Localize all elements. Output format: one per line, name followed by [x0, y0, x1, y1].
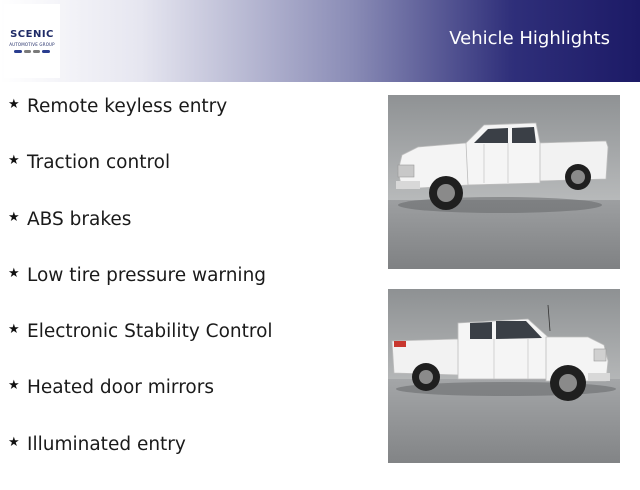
star-icon: ★: [8, 378, 20, 394]
feature-item: [8, 377, 378, 433]
vehicle-photo-driver-side[interactable]: [388, 95, 620, 269]
star-icon: ★: [8, 322, 20, 338]
page-title: Vehicle Highlights: [449, 28, 610, 49]
feature-label: ABS brakes: [27, 208, 132, 230]
logo-wordmark: SCENIC: [10, 28, 54, 40]
feature-label: Traction control: [27, 152, 171, 174]
brand-mark-icon: [14, 50, 22, 53]
feature-item: [8, 321, 378, 377]
star-icon: ★: [8, 97, 20, 112]
brand-mark-icon: [33, 50, 40, 53]
star-icon: ★: [8, 209, 20, 225]
feature-item: [8, 152, 378, 208]
feature-label: Illuminated entry: [27, 433, 186, 455]
star-icon: ★: [8, 153, 20, 169]
header-banner: [0, 0, 640, 82]
truck-image: [388, 95, 620, 269]
truck-image: [388, 289, 620, 463]
feature-label: Remote keyless entry: [27, 96, 228, 117]
star-icon: ★: [8, 434, 20, 450]
vehicle-photo-passenger-side[interactable]: [388, 289, 620, 463]
feature-item: [8, 265, 378, 321]
feature-label: Electronic Stability Control: [27, 321, 273, 343]
feature-item: [8, 96, 378, 152]
feature-label: Low tire pressure warning: [27, 264, 267, 286]
brand-mark-icon: [42, 50, 50, 53]
feature-label: Heated door mirrors: [27, 377, 214, 399]
logo-brand-marks: [14, 50, 50, 53]
feature-item: [8, 209, 378, 265]
dealer-logo[interactable]: [4, 4, 60, 78]
feature-item: [8, 434, 378, 490]
logo-subtitle: AUTOMOTIVE GROUP: [9, 41, 55, 47]
brand-mark-icon: [24, 50, 31, 53]
feature-list: [8, 96, 378, 490]
star-icon: ★: [8, 265, 20, 281]
